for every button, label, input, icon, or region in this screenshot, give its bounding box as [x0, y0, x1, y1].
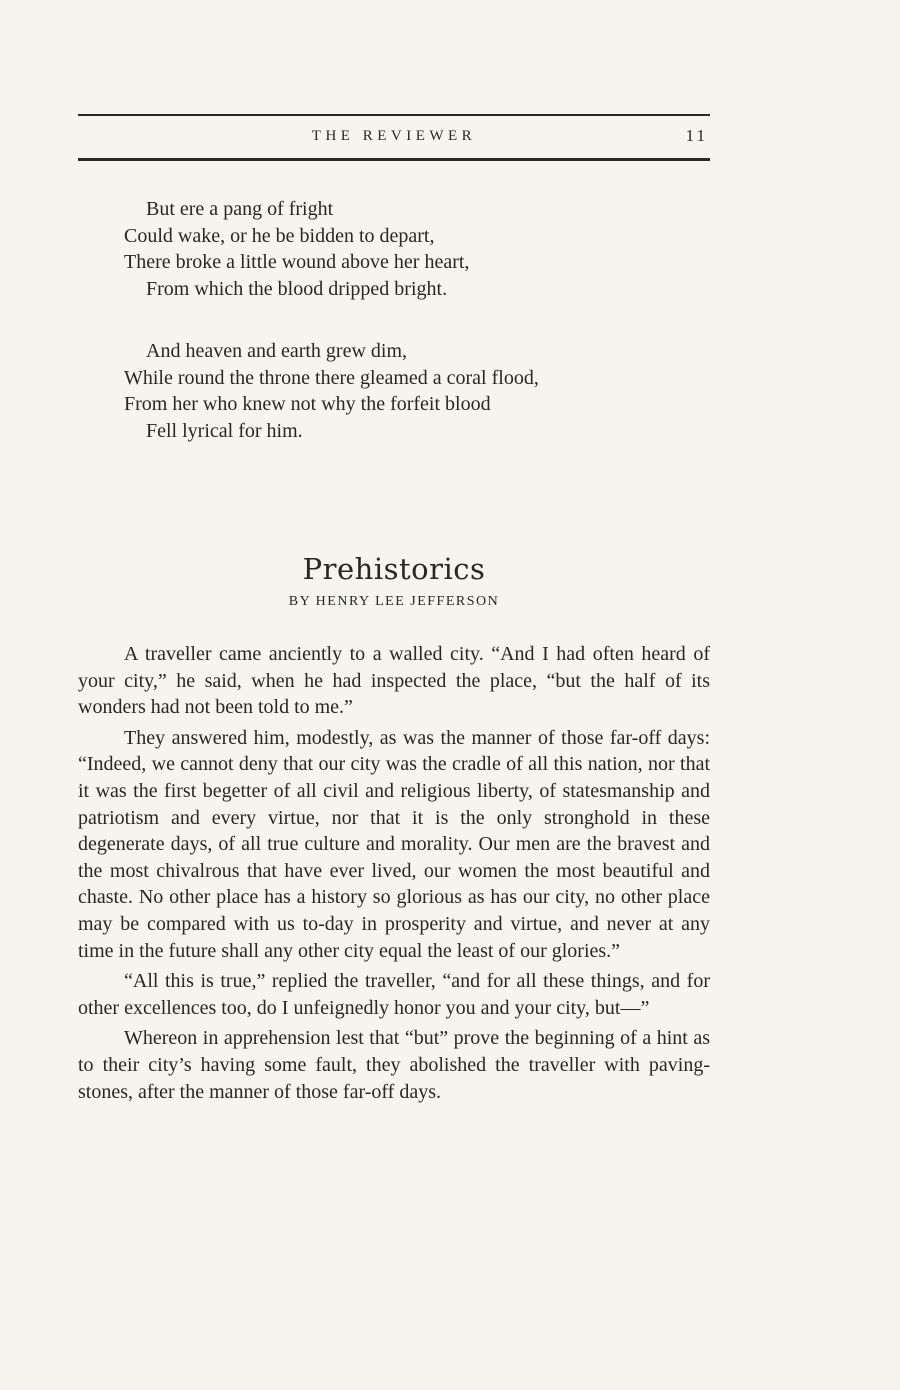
poem-line: And heaven and earth grew dim, [146, 340, 408, 362]
poem-line: Fell lyrical for him. [146, 419, 303, 442]
running-title: THE REVIEWER [311, 128, 477, 144]
article-byline: BY HENRY LEE JEFFERSON [288, 594, 500, 609]
poem-line: From her who knew not why the forfeit blood [124, 393, 491, 415]
article-body [78, 641, 710, 1109]
paragraph: Whereon in apprehension lest that “but” prove the beginning of a hint as to their city’s having some fault, they abolished the traveller with paving-stones, after the manner of those far-off days. [78, 1027, 710, 1103]
header-rule-top [78, 114, 710, 116]
paragraph: They answered him, modestly, as was the manner of those far-off days: “Indeed, we cannot deny that our city was the cradle of all this nation, nor that it was the first begetter of all civil and religious liberty, of statesmanship and patriotism and every virtue, nor that it is the only stronghold in these degenerate days, of all true culture and morality. Our men are the bravest and the most chivalrous that have ever lived, our women the most beautiful and chaste. No other place has a history so glorious as has our city, no other place may be compared with us to-day in prosperity and virtue, and never at any time in the future shall any other city equal the least of our glories.” [78, 726, 710, 962]
poem-line: Could wake, or he be bidden to depart, [124, 224, 435, 247]
poem-line: While round the throne there gleamed a coral flood, [124, 366, 539, 389]
article-title: Prehistorics [302, 552, 486, 587]
running-head [78, 126, 710, 150]
poem-line: There broke a little wound above her heart, [124, 251, 470, 273]
paragraph: “All this is true,” replied the traveller, “and for all these things, and for other excellences too, do I unfeignedly honor you and your city, but—” [78, 970, 710, 1019]
paragraph: A traveller came anciently to a walled city. “And I had often heard of your city,” he said, when he had inspected the place, “but the half of its wonders had not been told to me.” [78, 643, 710, 719]
page-number: 11 [685, 126, 708, 145]
poem-stanza-2 [124, 338, 724, 444]
poem-stanza-1 [124, 196, 724, 302]
poem-line: But ere a pang of fright [146, 198, 334, 220]
poem-line: From which the blood dripped bright. [146, 277, 448, 300]
header-rule-bottom [78, 158, 710, 161]
